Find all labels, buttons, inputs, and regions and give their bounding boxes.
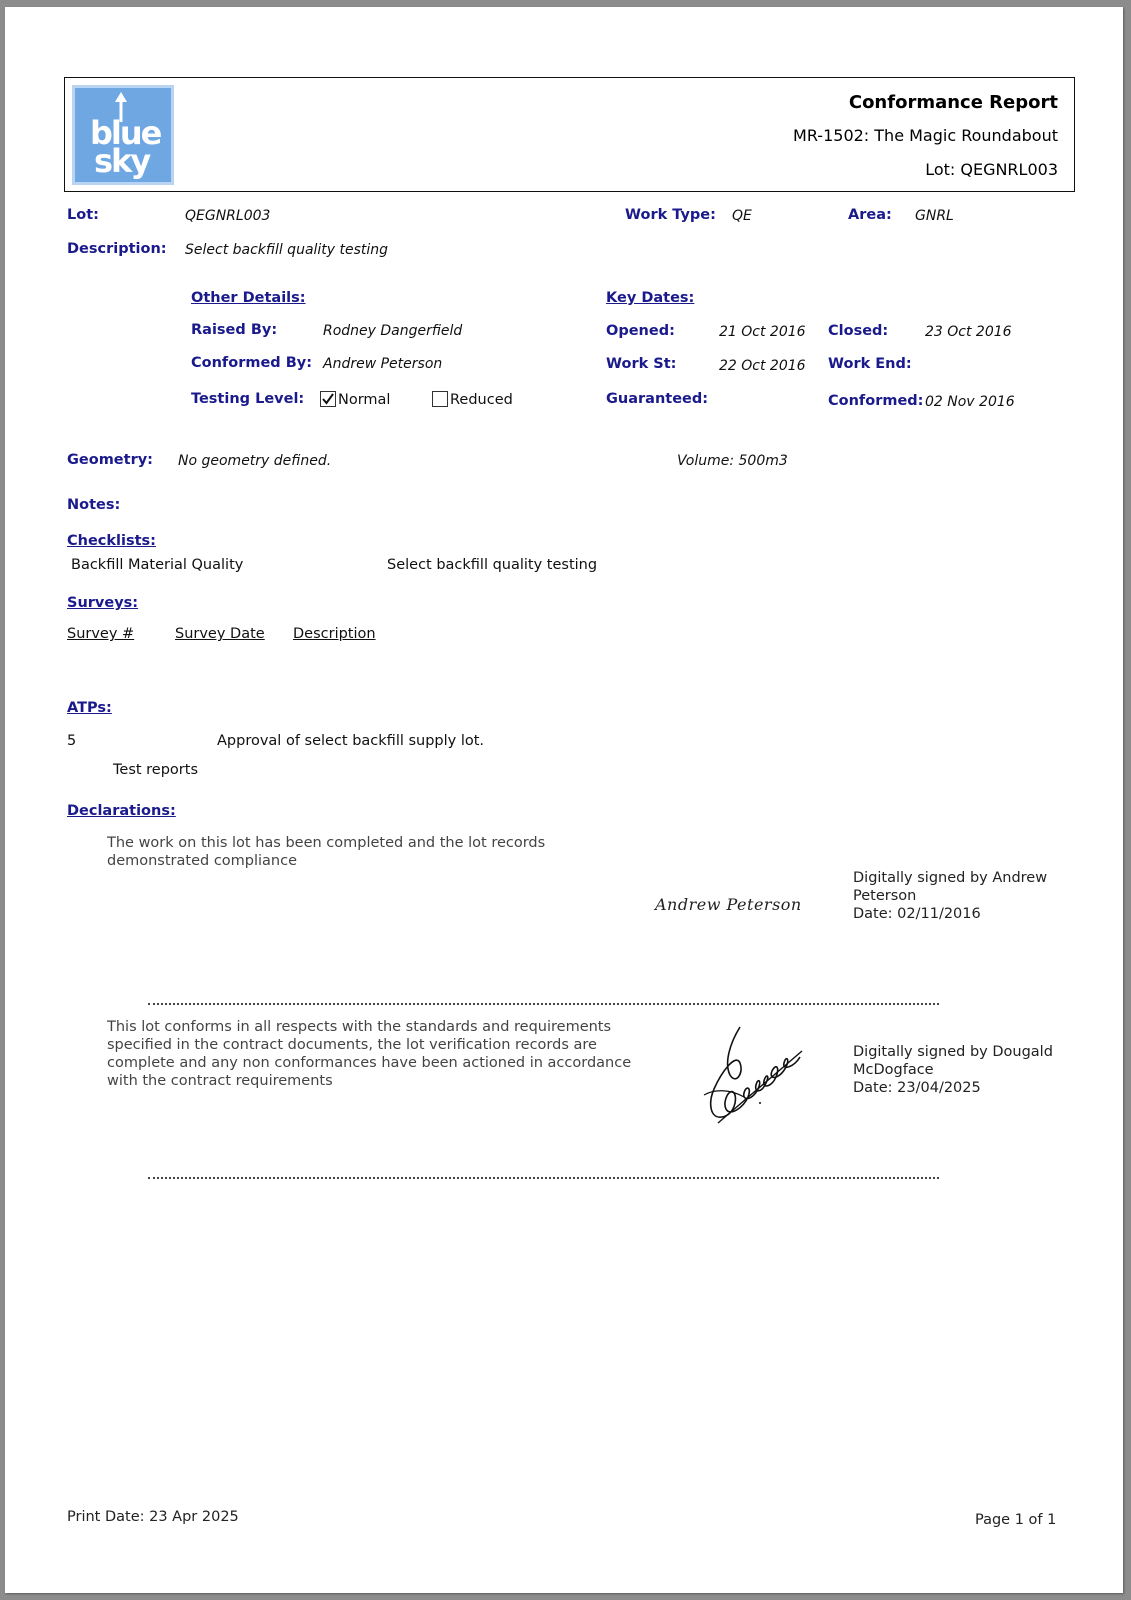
conformed-date-label: Conformed: (828, 393, 924, 409)
work-type-value: QE (732, 208, 752, 224)
declaration-1-text: The work on this lot has been completed and the lot records demonstrated compliance (107, 835, 546, 869)
declaration-2-signed-line1: Digitally signed by Dougald (853, 1044, 1053, 1060)
opened-value: 21 Oct 2016 (719, 324, 806, 340)
atp-sub-item: Test reports (113, 762, 199, 778)
reduced-label: Reduced (450, 392, 513, 408)
bluesky-logo-mark (75, 88, 171, 182)
key-dates-heading: Key Dates: (606, 290, 695, 306)
dotted-divider (148, 1003, 939, 1005)
declaration-1-signed-line2: Peterson (853, 888, 917, 904)
opened-label: Opened: (606, 323, 675, 339)
survey-date-column: Survey Date (175, 626, 265, 642)
reduced-checkbox[interactable] (432, 391, 448, 407)
area-label: Area: (848, 207, 892, 223)
signature-dougald-mcdogface (700, 1023, 810, 1133)
work-start-label: Work St: (606, 356, 677, 372)
report-page (5, 7, 1123, 1593)
conformed-by-value: Andrew Peterson (323, 356, 443, 372)
testing-level-label: Testing Level: (191, 391, 305, 407)
logo-text-blue: blue (90, 114, 161, 152)
reduced-option[interactable] (432, 391, 513, 408)
notes-label: Notes: (67, 497, 121, 513)
conformed-date-value: 02 Nov 2016 (925, 394, 1015, 410)
work-start-value: 22 Oct 2016 (719, 358, 806, 374)
volume-value: Volume: 500m3 (677, 453, 788, 469)
print-date: Print Date: 23 Apr 2025 (67, 1509, 239, 1525)
declaration-1-signed-date: Date: 02/11/2016 (853, 906, 981, 922)
description-label: Description: (67, 241, 167, 257)
atp-description: Approval of select backfill supply lot. (217, 733, 485, 749)
declarations-heading: Declarations: (67, 803, 176, 819)
geometry-value: No geometry defined. (178, 453, 332, 469)
closed-label: Closed: (828, 323, 889, 339)
raised-by-value: Rodney Dangerfield (323, 323, 463, 339)
closed-value: 23 Oct 2016 (925, 324, 1012, 340)
atp-number: 5 (67, 733, 77, 749)
conformed-by-label: Conformed By: (191, 355, 313, 371)
bluesky-logo (72, 85, 174, 185)
logo-text-sky: sky (94, 142, 150, 180)
report-title: Conformance Report (848, 92, 1058, 113)
declaration-2-signed-date: Date: 23/04/2025 (853, 1080, 981, 1096)
normal-label: Normal (338, 392, 391, 408)
declaration-2-text: This lot conforms in all respects with the standards and requirements specified in the contract documents, the lot verification records are complete and any non conformances have been actioned in accordance with the contract requirements (107, 1019, 632, 1089)
raised-by-label: Raised By: (191, 322, 278, 338)
project-name: MR-1502: The Magic Roundabout (793, 126, 1058, 145)
checklist-item-description: Select backfill quality testing (387, 557, 598, 573)
declaration-2-signed-line2: McDogface (853, 1062, 934, 1078)
checklists-heading: Checklists: (67, 533, 156, 549)
atps-heading: ATPs: (67, 700, 112, 716)
dotted-divider (148, 1177, 939, 1179)
normal-option[interactable] (320, 391, 390, 408)
declaration-2-signed-info (853, 1043, 1053, 1097)
other-details-heading: Other Details: (191, 290, 306, 306)
checkmark-icon (321, 392, 335, 406)
declaration-1-signed-line1: Digitally signed by Andrew (853, 870, 1048, 886)
normal-checkbox[interactable] (320, 391, 336, 407)
work-type-label: Work Type: (625, 207, 716, 223)
report-header (64, 77, 1075, 192)
area-value: GNRL (915, 208, 954, 224)
description-value: Select backfill quality testing (185, 242, 389, 258)
declaration-1-signed-info (853, 869, 1047, 923)
header-lot: Lot: QEGNRL003 (925, 160, 1058, 179)
survey-description-column: Description (293, 626, 376, 642)
guaranteed-label: Guaranteed: (606, 391, 709, 407)
checklist-item-name: Backfill Material Quality (71, 557, 244, 573)
survey-number-column: Survey # (67, 626, 135, 642)
lot-value: QEGNRL003 (185, 208, 271, 224)
geometry-label: Geometry: (67, 452, 153, 468)
work-end-label: Work End: (828, 356, 912, 372)
lot-label: Lot: (67, 207, 99, 223)
page-number: Page 1 of 1 (975, 1512, 1057, 1528)
signature-andrew-peterson: Andrew Peterson (655, 895, 802, 914)
surveys-heading: Surveys: (67, 595, 139, 611)
